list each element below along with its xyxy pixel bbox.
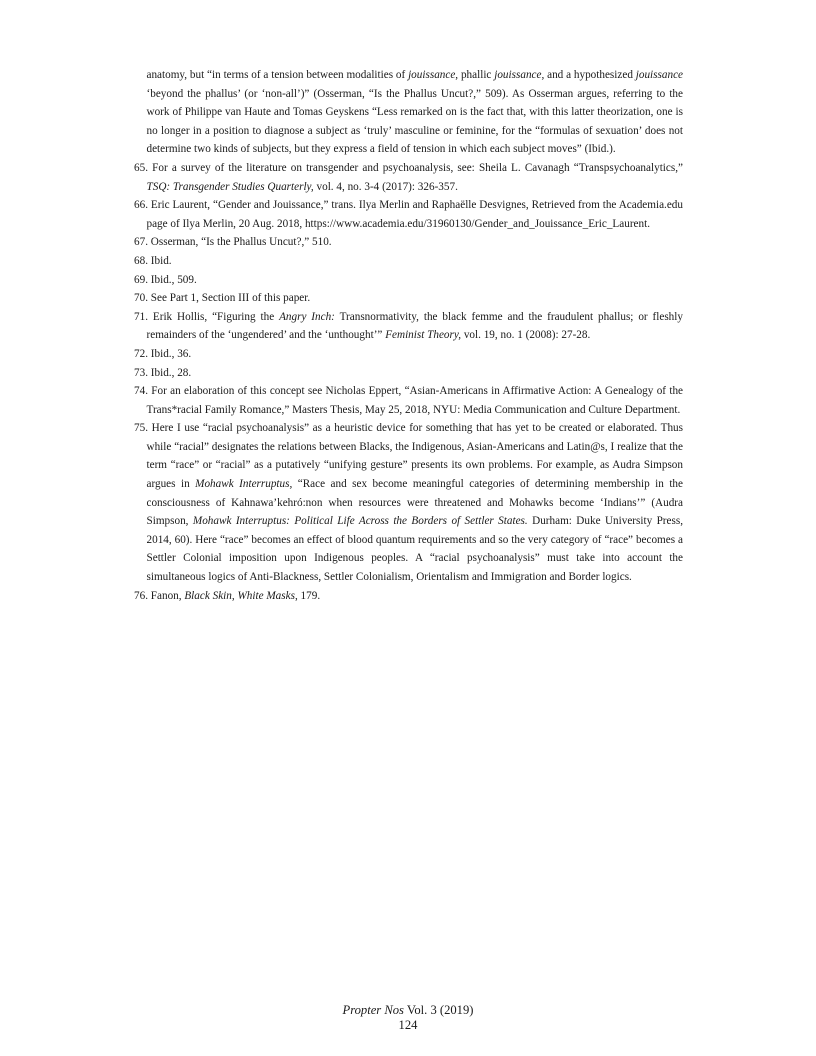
note-text: Transnormativity, the black femme and the fraudulent phallus; or fleshly remainders of the ‘ungendered’ and the ‘unthought’” (146, 310, 683, 342)
journal-volume: Vol. 3 (2019) (403, 1003, 474, 1017)
italic-text: jouissance, (408, 69, 459, 81)
note-text: , 179. (294, 589, 321, 602)
note-text: anatomy, but “in terms of a tension between modalities of (146, 69, 409, 81)
note-text: 71. Erik Hollis, “Figuring the (134, 310, 280, 323)
endnote-75 (134, 419, 683, 586)
page-number: 124 (398, 1017, 418, 1032)
italic-text: TSQ: Transgender Studies Quarterly, (146, 180, 314, 193)
note-text: 75. Here I use “racial psychoanalysis” as a heuristic device for something that has yet to be created or elaborated. Thus while “racial” designates the relations between Blacks, the Indigenous, Asian-Americans and Latin@s, I realize that the term “race” or “racial” as a putatively “unifying gesture” presents its own problems. For example, as Audra Simpson argues in (134, 422, 683, 491)
endnote-65 (134, 159, 683, 196)
italic-text: jouissance (635, 69, 683, 81)
italic-text: Mohawk Interruptus: Political Life Across the Borders of Settler States. (192, 515, 528, 528)
note-text: 68. Ibid. (134, 254, 172, 267)
note-text: phallic (458, 69, 495, 81)
note-text: and a hypothesized (544, 69, 636, 81)
endnote-66 (134, 196, 683, 233)
note-text: “Race and sex become meaningful categories of determining membership in the consciousness of Kahnawa’kehró:non when resources were threatened and Mohawks become ‘Indians’” (Audra Simpson, (146, 478, 683, 528)
endnote-69 (134, 271, 683, 290)
endnotes-list (134, 66, 683, 605)
note-text: vol. 19, no. 1 (2008): 27-28. (461, 329, 591, 342)
note-text: 73. Ibid., 28. (134, 366, 192, 379)
endnote-71 (134, 308, 683, 345)
note-text: 76. Fanon, (134, 589, 185, 602)
note-text: Durham: Duke University Press, 2014, 60). Here “race” becomes an effect of blood quantum requirements and so the very category of “race” becomes a Settler Colonial imposition upon Indigenous peoples. A “racial psychoanalysis” must take into account the simultaneous logics of Anti-Blackness, Settler Colonialism, Orientalism and Immigration and Border logics. (146, 515, 684, 584)
endnote-continuation (134, 66, 683, 159)
italic-text: Feminist Theory, (385, 329, 462, 342)
endnote-72 (134, 345, 683, 364)
italic-text: Black Skin, White Masks (184, 589, 295, 602)
note-text: 74. For an elaboration of this concept see Nicholas Eppert, “Asian-Americans in Affirmative Action: A Genealogy of the Trans*racial Family Romance,” Masters Thesis, May 25, 2018, NYU: Media Communication and Culture Department. (134, 385, 683, 416)
endnote-73 (134, 364, 683, 383)
endnote-68 (134, 252, 683, 271)
note-text: 72. Ibid., 36. (134, 347, 192, 360)
note-text: vol. 4, no. 3-4 (2017): 326-357. (313, 180, 458, 193)
endnote-76 (134, 587, 683, 606)
endnote-74 (134, 382, 683, 419)
endnote-70 (134, 289, 683, 308)
note-text: 65. For a survey of the literature on transgender and psychoanalysis, see: Sheila L. Cavanagh “Transpsychoanalytics,” (134, 161, 683, 174)
note-text: 69. Ibid., 509. (134, 273, 197, 286)
footer-citation (0, 1003, 816, 1018)
italic-text: jouissance, (494, 69, 545, 81)
endnote-67 (134, 233, 683, 252)
italic-text: Angry Inch: (279, 310, 335, 323)
note-text: 70. See Part 1, Section III of this paper. (134, 292, 311, 305)
italic-text: Mohawk Interruptus, (195, 478, 293, 491)
note-text: ‘beyond the phallus’ (or ‘non-all’)” (Osserman, “Is the Phallus Uncut?,” 509). As Osserman argues, referring to the work of Philippe van Haute and Tomas Geyskens “Less remarked on is the fact that, with this latter theorization, one is no longer in a position to diagnose a subject as ‘truly’ masculine or feminine, for the “formulas of sexuation’ does not determine two kinds of subjects, but they express a field of tension in which each subject moves” (Ibid.). (146, 87, 683, 156)
note-text: 66. Eric Laurent, “Gender and Jouissance,” trans. Ilya Merlin and Raphaëlle Desvignes, Retrieved from the Academia.edu page of Ilya Merlin, 20 Aug. 2018, https://www.academia.edu/31960130/Gender_and_Jouissance_Eric_Laurent. (134, 199, 683, 230)
page-footer (0, 1003, 816, 1033)
note-text: 67. Osserman, “Is the Phallus Uncut?,” 510. (134, 236, 332, 249)
journal-title: Propter Nos (342, 1003, 404, 1017)
